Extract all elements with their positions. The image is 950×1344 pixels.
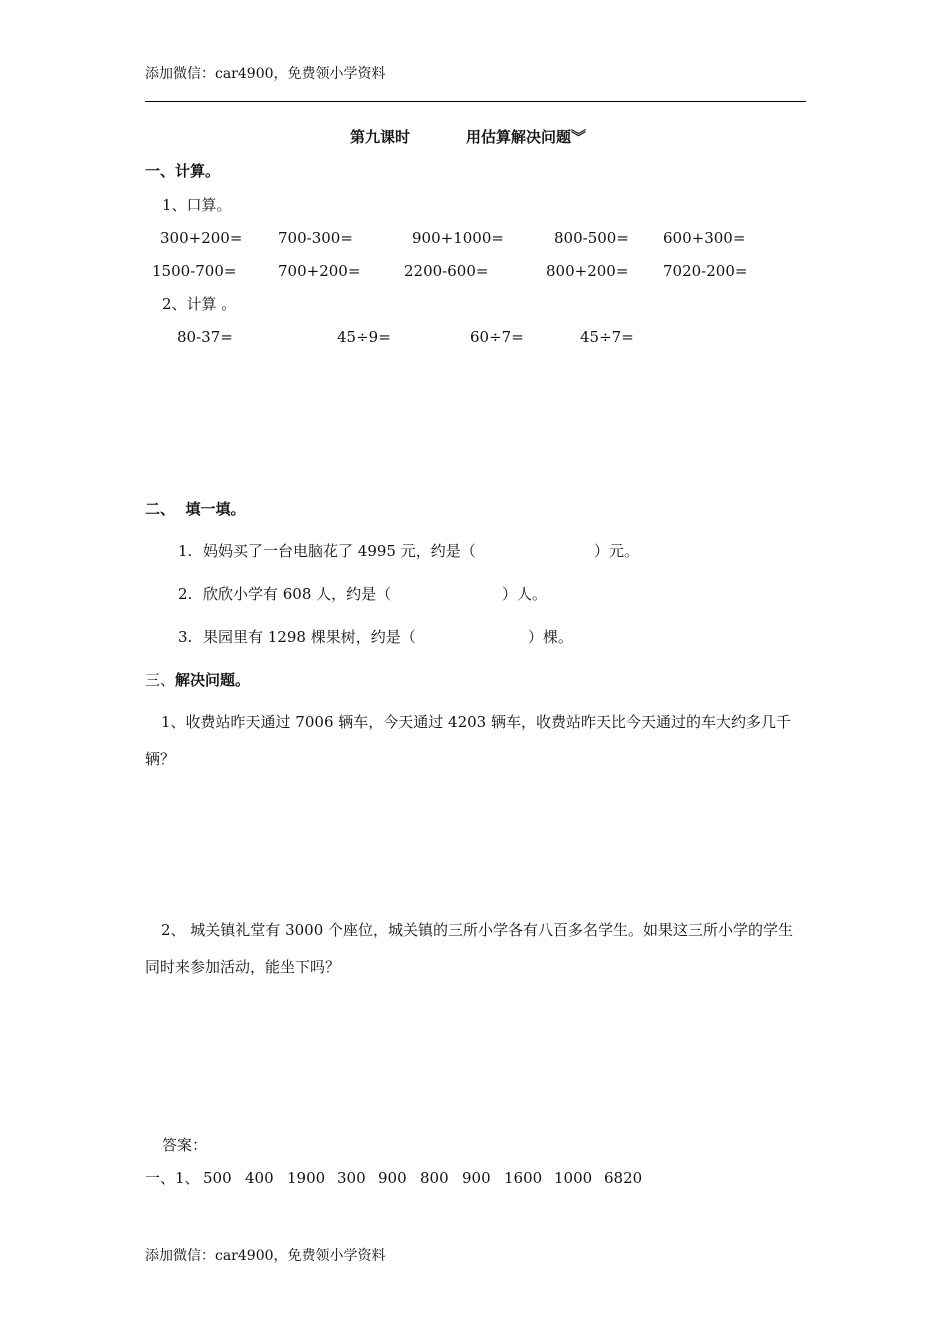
page-title: 用估算解决问题︾ <box>466 128 587 146</box>
problem-2: 2、 城关镇礼堂有 3000 个座位，城关镇的三所小学各有八百多名学生。如果这三所小学的学生同时来参加活动，能坐下吗？ <box>145 921 794 976</box>
problem-1: 1、收费站昨天通过 7006 辆车，今天通过 4203 辆车，收费站昨天比今天通过的车大约多几千辆？ <box>145 713 791 768</box>
section1-part1-label: 1、口算。 <box>162 196 232 214</box>
oral-calc-item: 700-300= <box>278 229 353 247</box>
lesson-label: 第九课时 <box>350 128 411 146</box>
oral-calc-item: 7020-200= <box>663 262 748 280</box>
oral-calc-item: 300+200= <box>160 229 243 247</box>
answer-value: 1000 <box>554 1169 593 1187</box>
answer-value: 900 <box>378 1169 407 1187</box>
answer-value: 800 <box>420 1169 449 1187</box>
fill-item-close: ）棵。 <box>528 628 574 646</box>
answer-value: 500 <box>203 1169 232 1187</box>
section1-part2-label: 2、计算 。 <box>162 295 237 313</box>
oral-calc-item: 700+200= <box>278 262 361 280</box>
oral-calc-item: 800-500= <box>554 229 629 247</box>
oral-calc-item: 600+300= <box>663 229 746 247</box>
answer-value: 1600 <box>504 1169 543 1187</box>
calc-item: 80-37= <box>177 328 233 346</box>
oral-calc-item: 900+1000= <box>412 229 504 247</box>
answer-value: 400 <box>245 1169 274 1187</box>
section2-heading: 二、 填一填。 <box>145 500 246 518</box>
fill-item-close: ）人。 <box>502 585 548 603</box>
answer-value: 300 <box>337 1169 366 1187</box>
answer-value: 900 <box>462 1169 491 1187</box>
answer-value: 6820 <box>604 1169 643 1187</box>
fill-item-close: ）元。 <box>594 542 640 560</box>
answer-value: 1900 <box>287 1169 326 1187</box>
fill-item-number: 3. <box>178 628 193 646</box>
section3-heading-main: 解决问题。 <box>175 671 251 689</box>
fill-item-text: 果园里有 1298 棵果树，约是（ <box>203 628 416 646</box>
fill-item-text: 欣欣小学有 608 人，约是（ <box>203 585 392 603</box>
fill-item-number: 2. <box>178 585 193 603</box>
calc-item: 45÷7= <box>580 328 634 346</box>
section1-heading: 一、计算。 <box>145 162 221 180</box>
calc-item: 45÷9= <box>337 328 391 346</box>
page-footer: 添加微信：car4900，免费领小学资料 <box>145 1248 386 1264</box>
header-rule <box>145 101 806 102</box>
oral-calc-item: 2200-600= <box>404 262 489 280</box>
answers-label: 答案： <box>162 1136 208 1154</box>
fill-item-text: 妈妈买了一台电脑花了 4995 元，约是（ <box>203 542 476 560</box>
section3-heading-prefix: 三、 <box>145 671 176 689</box>
answers-prefix: 一、1、 <box>145 1169 200 1187</box>
oral-calc-item: 800+200= <box>546 262 629 280</box>
oral-calc-item: 1500-700= <box>152 262 237 280</box>
calc-item: 60÷7= <box>470 328 524 346</box>
page-header: 添加微信：car4900，免费领小学资料 <box>145 66 386 82</box>
fill-item-number: 1. <box>178 542 193 560</box>
section3-heading <box>145 671 250 689</box>
